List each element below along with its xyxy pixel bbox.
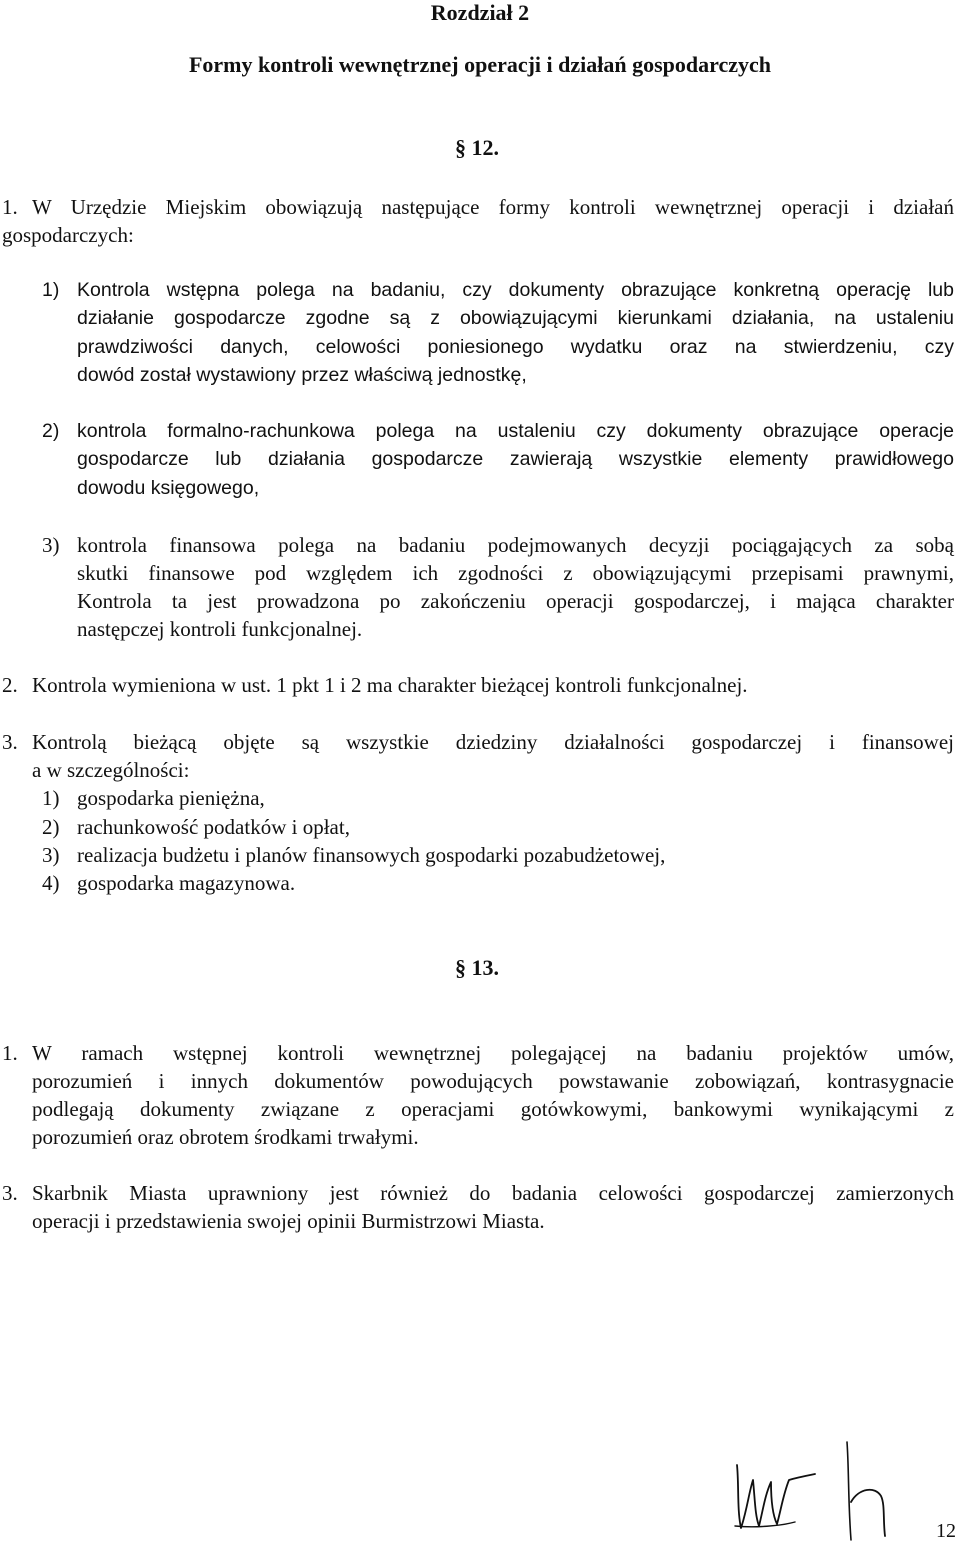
s13-point-3-line: operacji i przedstawienia swojej opinii Burmistrzowi Miasta. bbox=[32, 1209, 545, 1233]
s13-point-1-line: porozumień i innych dokumentów powodujących powstawanie zobowiązań, kontrasygnacie bbox=[32, 1069, 954, 1093]
s12-point-2-text: Kontrola wymieniona w ust. 1 pkt 1 i 2 ma charakter bieżącej kontroli funkcjonalnej. bbox=[32, 673, 748, 697]
s12-point-3-item-text: gospodarka magazynowa. bbox=[77, 871, 296, 895]
s12-item-2-line: dowodu księgowego, bbox=[77, 477, 260, 499]
s12-item-3-line: następczej kontroli funkcjonalnej. bbox=[77, 617, 363, 641]
s12-point-3-line-2: a w szczególności: bbox=[32, 758, 190, 782]
s12-intro-line-1: W Urzędzie Miejskim obowiązują następujące formy kontroli wewnętrznej operacji i działań bbox=[32, 195, 954, 219]
s13-point-1-line: W ramach wstępnej kontroli wewnętrznej polegającej na badaniu projektów umów, bbox=[32, 1041, 954, 1065]
s12-point-3-item-number: 4) bbox=[42, 871, 60, 895]
s12-item-3-number: 3) bbox=[42, 533, 60, 557]
s12-item-2-line: kontrola formalno-rachunkowa polega na ustaleniu czy dokumenty obrazujące operacje bbox=[77, 420, 954, 442]
s13-point-1-number: 1. bbox=[2, 1041, 18, 1065]
s13-point-3-number: 3. bbox=[2, 1181, 18, 1205]
s13-point-3-line: Skarbnik Miasta uprawniony jest również do badania celowości gospodarczej zamierzonych bbox=[32, 1181, 954, 1205]
s12-item-3-line: Kontrola ta jest prowadzona po zakończeniu operacji gospodarczej, i mająca charakter bbox=[77, 589, 954, 613]
s12-item-2-line: gospodarcze lub działania gospodarcze zawierają wszystkie elementy prawidłowego bbox=[77, 448, 954, 470]
s12-item-3-line: kontrola finansowa polega na badaniu podejmowanych decyzji pociągających za sobą bbox=[77, 533, 954, 557]
s12-point-3-line-1: Kontrolą bieżącą objęte są wszystkie dziedziny działalności gospodarczej i finansowej bbox=[32, 730, 954, 754]
s12-item-2-number: 2) bbox=[42, 420, 60, 442]
s12-item-1-line: dowód został wystawiony przez właściwą jednostkę, bbox=[77, 364, 527, 386]
page-number: 12 bbox=[936, 1520, 956, 1542]
chapter-title: Formy kontroli wewnętrznej operacji i działań gospodarczych bbox=[188, 52, 772, 77]
s12-point-3-item-text: gospodarka pieniężna, bbox=[77, 786, 265, 810]
s13-point-1-line: porozumień oraz obrotem środkami trwałymi. bbox=[32, 1125, 419, 1149]
s12-point-3-number: 3. bbox=[2, 730, 18, 754]
handwritten-initials bbox=[725, 1440, 900, 1545]
s12-intro-number: 1. bbox=[2, 195, 18, 219]
s12-item-1-number: 1) bbox=[42, 279, 60, 301]
s12-intro-line-2: gospodarczych: bbox=[2, 223, 134, 247]
s12-point-3-item-number: 3) bbox=[42, 843, 60, 867]
s12-point-3-item-text: realizacja budżetu i planów finansowych gospodarki pozabudżetowej, bbox=[77, 843, 666, 867]
s12-item-1-line: Kontrola wstępna polega na badaniu, czy dokumenty obrazujące konkretną operację lub bbox=[77, 279, 954, 301]
chapter-heading: Rozdział 2 bbox=[430, 0, 530, 25]
s12-item-1-line: prawdziwości danych, celowości poniesionego wydatku oraz na stwierdzeniu, czy bbox=[77, 336, 954, 358]
s12-point-2-number: 2. bbox=[2, 673, 18, 697]
s13-point-1-line: podlegają dokumenty związane z operacjami gotówkowymi, bankowymi wynikającymi z bbox=[32, 1097, 954, 1121]
s12-point-3-item-number: 2) bbox=[42, 815, 60, 839]
s12-point-3-item-number: 1) bbox=[42, 786, 60, 810]
section-12-mark: § 12. bbox=[455, 135, 499, 160]
s12-item-1-line: działanie gospodarcze zgodne są z obowiązującymi kierunkami działania, na ustaleniu bbox=[77, 307, 954, 329]
s12-point-3-item-text: rachunkowość podatków i opłat, bbox=[77, 815, 350, 839]
s12-item-3-line: skutki finansowe pod względem ich zgodności z obowiązującymi przepisami prawnymi, bbox=[77, 561, 954, 585]
section-13-mark: § 13. bbox=[455, 955, 499, 980]
